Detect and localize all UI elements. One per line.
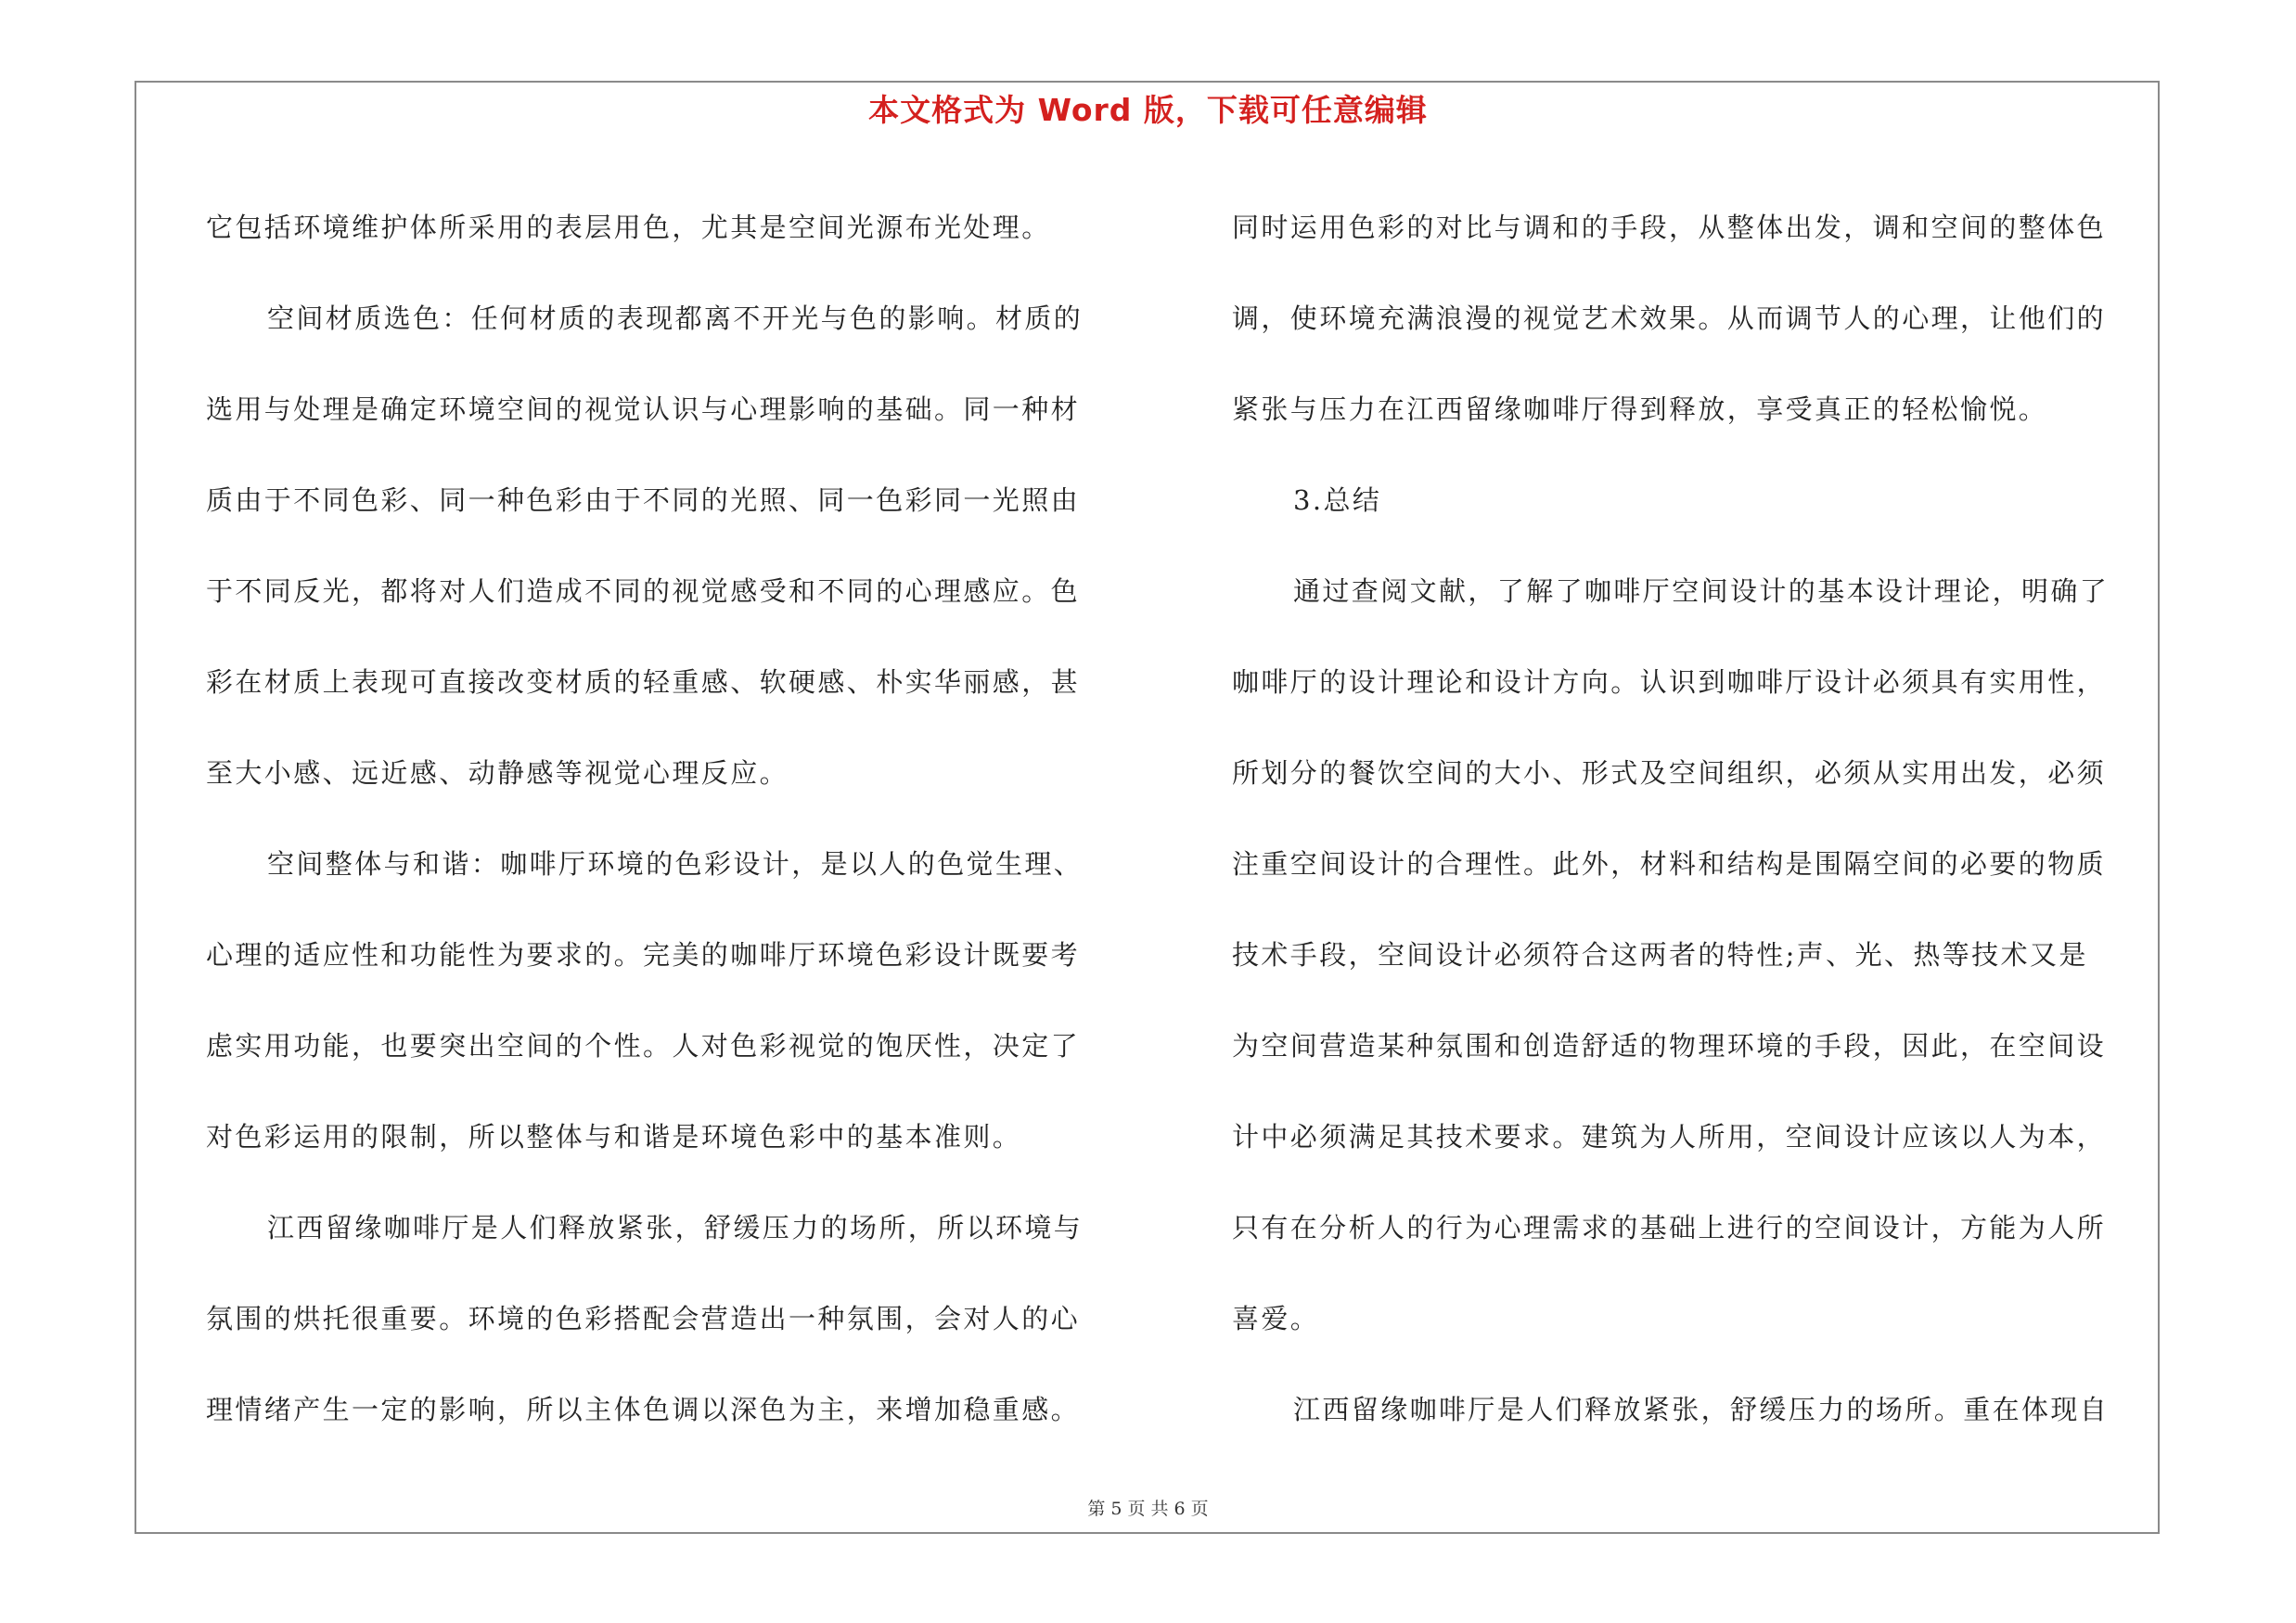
- text-line: 通过查阅文献，了解了咖啡厅空间设计的基本设计理论，明确了: [1293, 575, 2110, 607]
- page-number: 第 5 页 共 6 页: [1087, 1499, 1209, 1519]
- section-heading: 3.总结: [1293, 484, 1382, 516]
- text-line: 氛围的烘托很重要。环境的色彩搭配会营造出一种氛围，会对人的心: [206, 1303, 1081, 1334]
- text-line: 虑实用功能，也要突出空间的个性。人对色彩视觉的饱厌性，决定了: [206, 1030, 1081, 1062]
- text-line: 技术手段，空间设计必须符合这两者的特性;声、光、热等技术又是: [1232, 939, 2088, 971]
- text-line: 对色彩运用的限制，所以整体与和谐是环境色彩中的基本准则。: [206, 1121, 1022, 1153]
- text-line: 所划分的餐饮空间的大小、形式及空间组织，必须从实用出发，必须: [1232, 757, 2107, 789]
- right-text-column: [1232, 182, 2150, 1455]
- document-header-notice: 本文格式为 Word 版，下载可任意编辑: [868, 92, 1428, 128]
- text-line: 彩在材质上表现可直接改变材质的轻重感、软硬感、朴实华丽感，甚: [206, 666, 1081, 698]
- text-line: 理情绪产生一定的影响，所以主体色调以深色为主，来增加稳重感。: [206, 1394, 1081, 1425]
- text-line: 至大小感、远近感、动静感等视觉心理反应。: [206, 757, 789, 789]
- text-line: 喜爱。: [1232, 1303, 1320, 1334]
- text-line: 选用与处理是确定环境空间的视觉认识与心理影响的基础。同一种材: [206, 393, 1081, 425]
- text-line: 江西留缘咖啡厅是人们释放紧张，舒缓压力的场所，所以环境与: [267, 1212, 1084, 1243]
- text-line: 空间材质选色：任何材质的表现都离不开光与色的影响。材质的: [267, 303, 1084, 334]
- text-line: 江西留缘咖啡厅是人们释放紧张，舒缓压力的场所。重在体现自: [1293, 1394, 2110, 1425]
- text-line: 咖啡厅的设计理论和设计方向。认识到咖啡厅设计必须具有实用性，: [1232, 666, 2107, 698]
- text-line: 质由于不同色彩、同一种色彩由于不同的光照、同一色彩同一光照由: [206, 484, 1081, 516]
- text-line: 注重空间设计的合理性。此外，材料和结构是围隔空间的必要的物质: [1232, 848, 2107, 880]
- left-text-column: [206, 182, 1124, 1455]
- text-line: 为空间营造某种氛围和创造舒适的物理环境的手段，因此，在空间设: [1232, 1030, 2107, 1062]
- text-line: 于不同反光，都将对人们造成不同的视觉感受和不同的心理感应。色: [206, 575, 1081, 607]
- text-line: 调，使环境充满浪漫的视觉艺术效果。从而调节人的心理，让他们的: [1232, 303, 2107, 334]
- text-line: 它包括环境维护体所采用的表层用色，尤其是空间光源布光处理。: [206, 212, 1051, 243]
- text-line: 同时运用色彩的对比与调和的手段，从整体出发，调和空间的整体色: [1232, 212, 2107, 243]
- text-line: 空间整体与和谐：咖啡厅环境的色彩设计，是以人的色觉生理、: [267, 848, 1084, 880]
- text-line: 只有在分析人的行为心理需求的基础上进行的空间设计，方能为人所: [1232, 1212, 2107, 1243]
- text-line: 计中必须满足其技术要求。建筑为人所用，空间设计应该以人为本，: [1232, 1121, 2107, 1153]
- text-line: 紧张与压力在江西留缘咖啡厅得到释放，享受真正的轻松愉悦。: [1232, 393, 2048, 425]
- text-line: 心理的适应性和功能性为要求的。完美的咖啡厅环境色彩设计既要考: [206, 939, 1081, 971]
